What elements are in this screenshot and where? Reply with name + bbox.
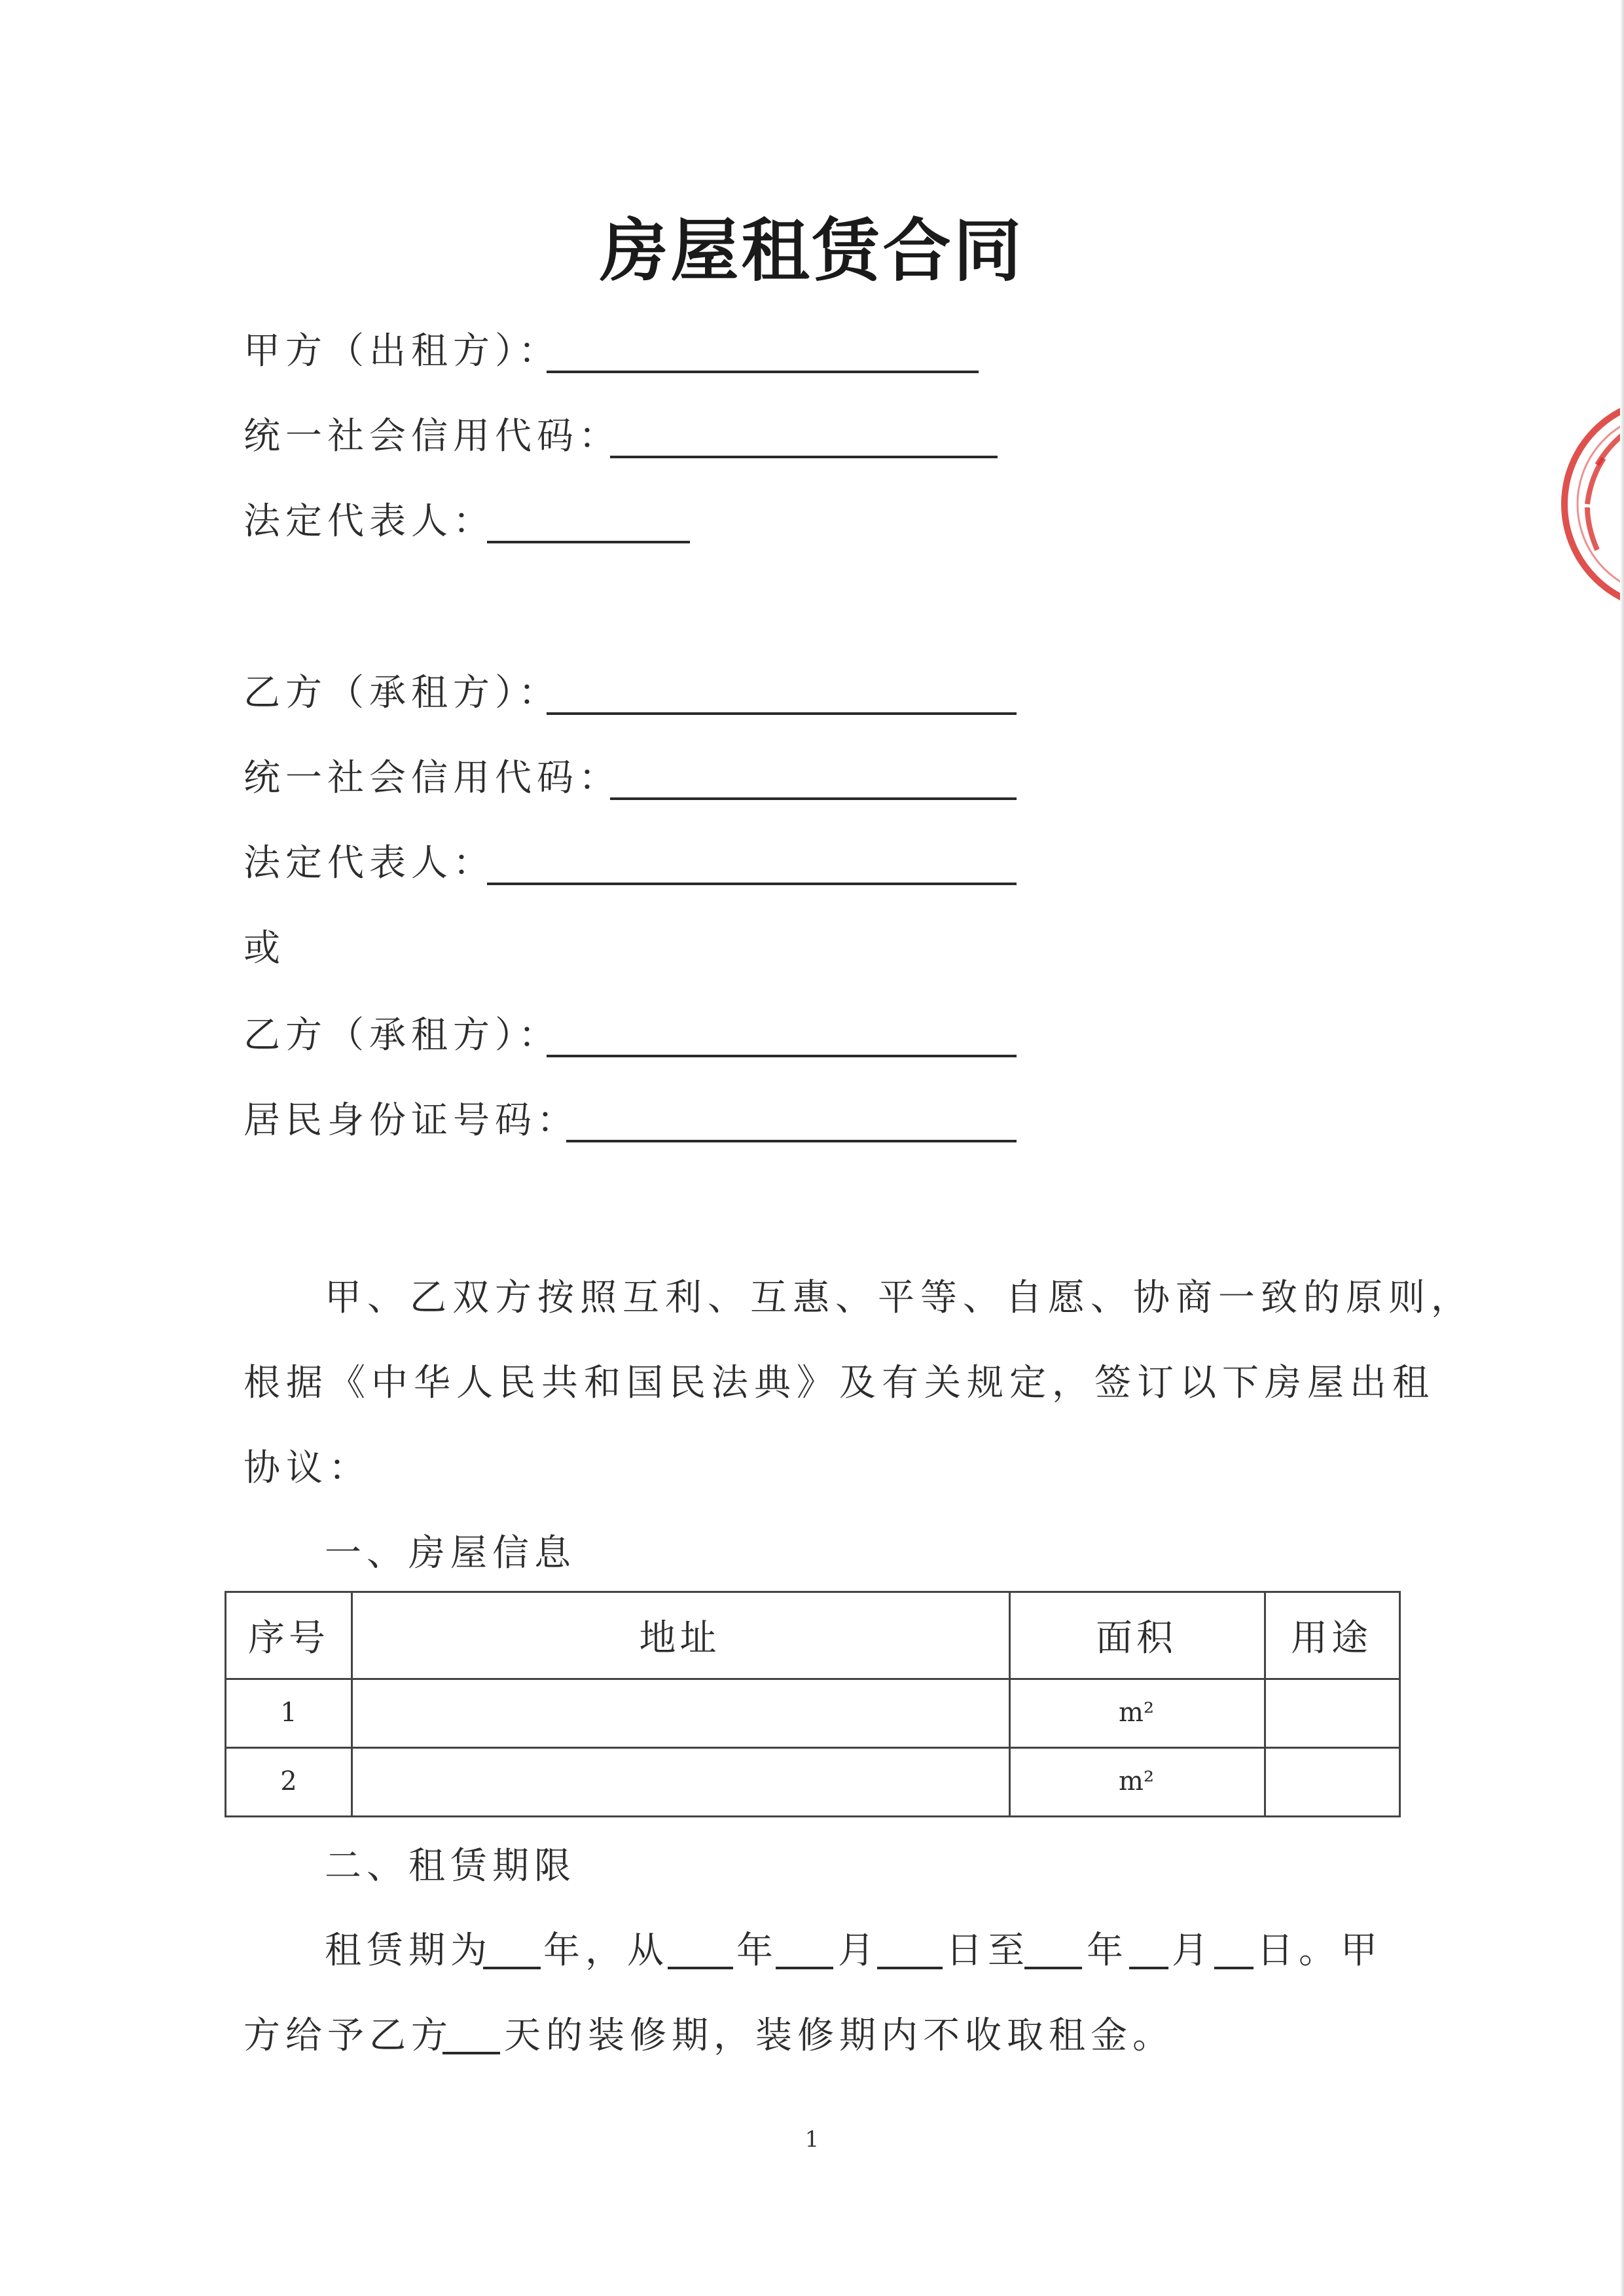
term-text-1: 租赁期为 <box>325 1929 492 1972</box>
party-b-name-label: 乙方（承租方）： <box>244 672 560 714</box>
term-text-3: 年 <box>736 1929 778 1972</box>
party-a-credit-code-field <box>244 412 1029 465</box>
term-line2-text-1: 方给予乙方 <box>244 2014 453 2057</box>
table-header-area: 面积 <box>1096 1617 1177 1660</box>
term-years-blank <box>483 1964 541 1969</box>
party-b-credit-code-blank <box>610 795 1017 800</box>
intro-line-2: 根据《中华人民共和国民法典》及有关规定，签订以下房屋出租 <box>244 1362 1435 1404</box>
page-number: 1 <box>804 2126 820 2153</box>
party-b-credit-code-label: 统一社会信用代码： <box>244 757 621 799</box>
scan-edge <box>1620 0 1624 2296</box>
party-b-individual-name-label: 乙方（承租方）： <box>244 1014 560 1057</box>
table-row-1-use <box>1264 1678 1399 1747</box>
party-b-id-field <box>244 1097 1094 1149</box>
intro-line-1: 甲、乙双方按照互利、互惠、平等、自愿、协商一致的原则， <box>325 1277 1473 1319</box>
term-line2-text-2: 天的装修期，装修期内不收取租金。 <box>504 2014 1174 2057</box>
term-text-6: 年 <box>1087 1929 1128 1972</box>
party-b-credit-code-field <box>244 754 1094 807</box>
term-text-4: 月 <box>838 1929 880 1972</box>
table-header-no: 序号 <box>248 1617 329 1660</box>
party-b-name-blank <box>547 710 1017 715</box>
start-year-blank <box>668 1964 733 1969</box>
renovation-days-blank <box>442 2049 500 2054</box>
table-row-1-no: 1 <box>280 1697 297 1728</box>
table-row-1-address <box>351 1678 1009 1747</box>
or-field <box>244 924 374 977</box>
party-b-legal-rep-label: 法定代表人： <box>244 842 495 884</box>
party-a-name-field <box>244 327 1029 380</box>
party-a-name-label: 甲方（出租方）： <box>244 330 560 373</box>
party-a-legal-rep-label: 法定代表人： <box>244 500 495 543</box>
property-info-table <box>225 1591 1401 1817</box>
party-b-name-field <box>244 669 1094 721</box>
table-row-2-use <box>1264 1747 1399 1815</box>
term-text-5: 日至 <box>946 1929 1030 1972</box>
start-month-blank <box>776 1964 833 1969</box>
party-b-id-label: 居民身份证号码： <box>244 1099 579 1142</box>
party-a-legal-rep-field <box>244 498 1029 550</box>
party-a-credit-code-label: 统一社会信用代码： <box>244 415 621 458</box>
party-b-individual-name-field <box>244 1011 1094 1064</box>
party-a-credit-code-blank <box>610 453 998 458</box>
table-row-2-area: m² <box>1119 1766 1154 1796</box>
term-text-8: 日。甲 <box>1257 1929 1382 1972</box>
table-row-2-address <box>351 1747 1009 1815</box>
party-a-name-blank <box>547 368 979 373</box>
start-day-blank <box>877 1964 943 1969</box>
table-row-1-area: m² <box>1119 1697 1154 1728</box>
section-1-title: 一、房屋信息 <box>325 1532 576 1575</box>
end-day-blank <box>1214 1964 1254 1969</box>
party-b-legal-rep-field <box>244 839 1094 892</box>
term-text-7: 月 <box>1172 1929 1214 1972</box>
party-b-legal-rep-blank <box>487 880 1017 885</box>
party-b-id-blank <box>566 1137 1017 1142</box>
table-header-address: 地址 <box>639 1617 721 1660</box>
or-label: 或 <box>244 927 285 970</box>
document-title: 房屋租赁合同 <box>600 210 1024 291</box>
company-seal-icon <box>1558 393 1624 615</box>
section-2-title: 二、租赁期限 <box>325 1845 576 1887</box>
party-a-legal-rep-blank <box>487 538 690 543</box>
intro-line-3: 协议： <box>244 1447 371 1489</box>
end-month-blank <box>1129 1964 1168 1969</box>
term-text-2: 年，从 <box>543 1929 669 1972</box>
table-header-use: 用途 <box>1291 1617 1372 1660</box>
party-b-individual-name-blank <box>547 1052 1017 1057</box>
table-row-2-no: 2 <box>280 1766 297 1796</box>
end-year-blank <box>1024 1964 1082 1969</box>
